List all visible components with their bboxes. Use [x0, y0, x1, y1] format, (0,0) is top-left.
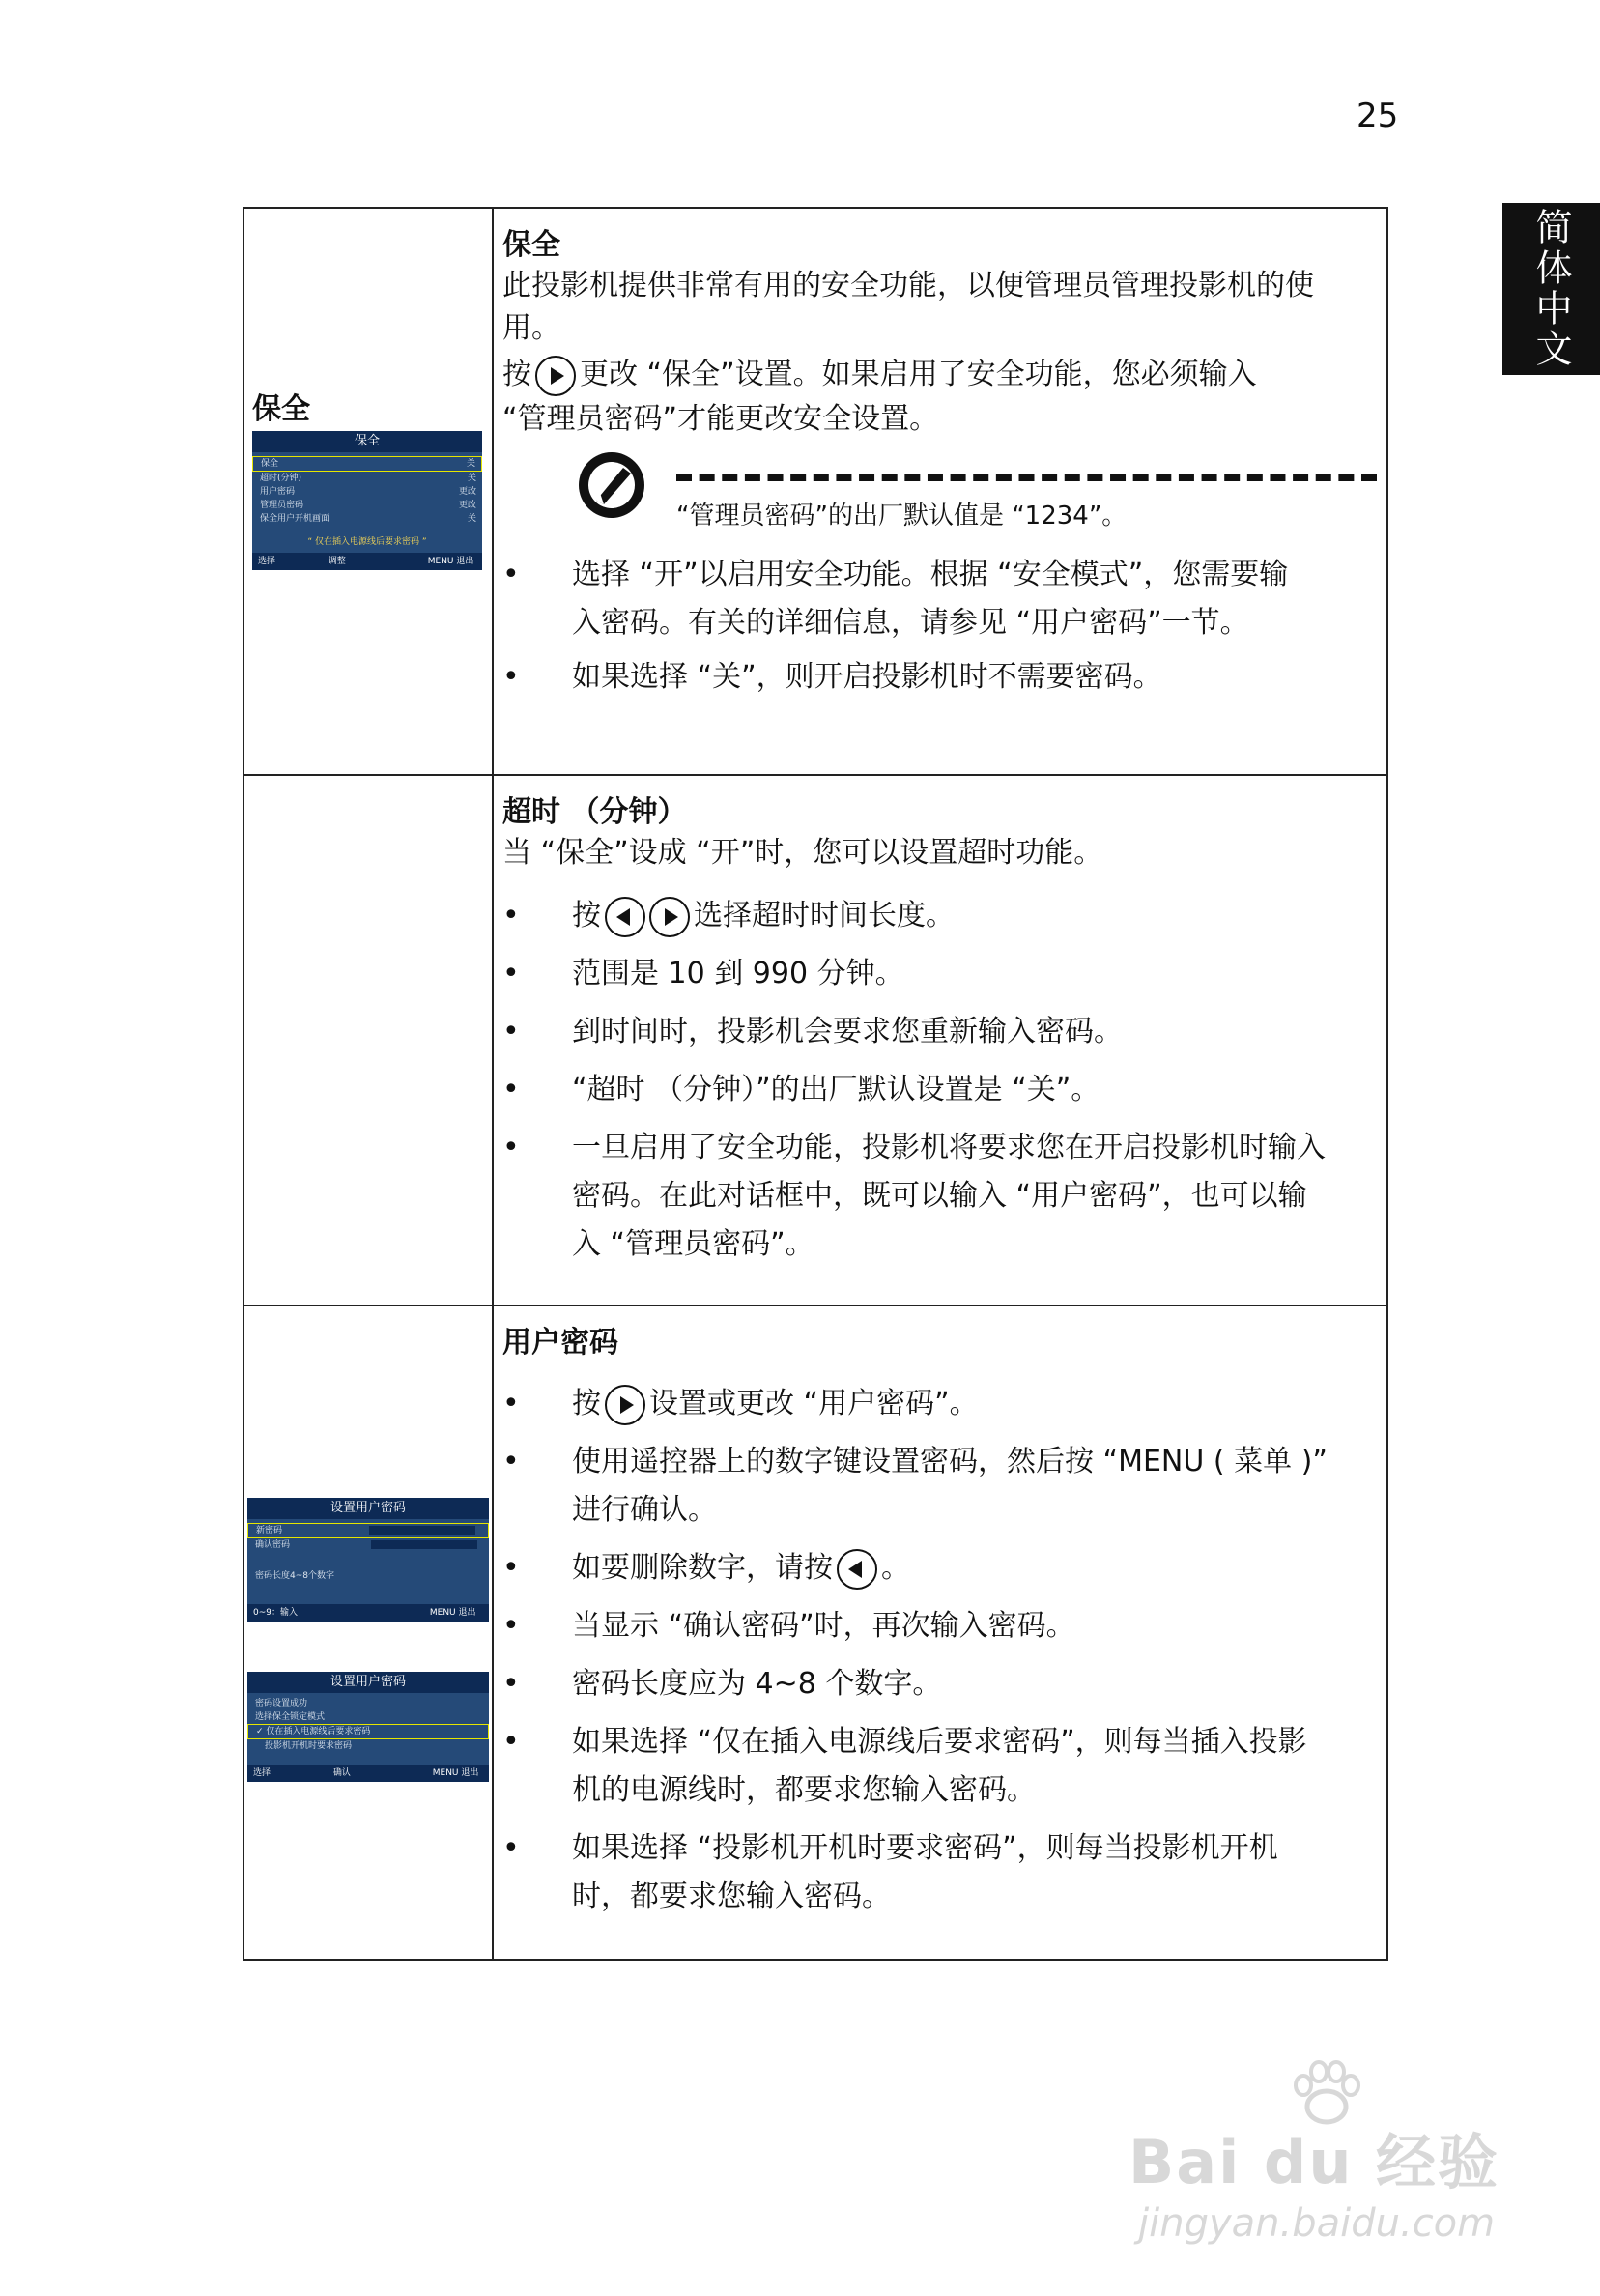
list-item: • 如果选择 “关”，则开启投影机时不需要密码。: [502, 653, 1377, 702]
paragraph: 当 “保全”设成 “开”时，您可以设置超时功能。: [502, 836, 1103, 870]
watermark-logo: Bai du 经验: [1129, 2127, 1500, 2197]
paragraph: “管理员密码”才能更改安全设置。: [502, 402, 939, 436]
list-item: • 按 设置或更改 “用户密码”。: [502, 1380, 1377, 1428]
list-item: • 如果选择 “仅在插入电源线后要求密码”，则每当插入投影 机的电源线时，都要求您输入密码。: [502, 1718, 1377, 1815]
list-item: • 范围是 10 到 990 分钟。: [502, 950, 1377, 998]
right-arrow-icon: [649, 897, 690, 937]
note-divider: [676, 474, 1377, 481]
user-password-left-cell: [244, 1306, 494, 1959]
baidu-watermark: [1129, 2056, 1515, 2250]
list-item: • 当显示 “确认密码”时，再次输入密码。: [502, 1602, 1377, 1650]
screenshot-row: 用户密码 更改: [260, 487, 476, 497]
list-item: • 一旦启用了安全功能，投影机将要求您在开启投影机时输入 密码。在此对话框中，既可以输入 “用户密码”，也可以输 入 “管理员密码”。: [502, 1124, 1377, 1269]
list-item: • 密码长度应为 4~8 个数字。: [502, 1660, 1377, 1708]
screenshot-footer: 选择 调整 MENU 退出: [252, 553, 482, 570]
note-block: [502, 448, 1377, 545]
security-menu-screenshot: [252, 431, 482, 570]
language-tab-label: 简体中文: [1529, 208, 1572, 370]
security-left-cell: [244, 209, 494, 774]
screenshot-row: 投影机开机时要求密码: [265, 1741, 353, 1751]
section-title: 用户密码: [502, 1326, 618, 1360]
screenshot-row: 确认密码: [247, 1538, 489, 1552]
screenshot-row: 管理员密码 更改: [260, 501, 476, 510]
left-arrow-icon: [837, 1549, 877, 1590]
screenshot-row: 保全用户开机画面 关: [260, 514, 476, 524]
user-password-row: [243, 1305, 1388, 1961]
screenshot-row: 密码设置成功: [255, 1699, 308, 1708]
right-arrow-icon: [605, 1385, 645, 1425]
language-tab: [1502, 203, 1600, 375]
screenshot-message: “ 仅在插入电源线后要求密码 ”: [307, 537, 427, 547]
screenshot-footer: 0~9：输入 MENU 退出: [247, 1604, 489, 1622]
screenshot-hint: 密码长度4~8个数字: [255, 1571, 334, 1581]
note-text: “管理员密码”的出厂默认值是 “1234”。: [676, 502, 1128, 531]
paragraph: 按 更改 “保全”设置。如果启用了安全功能，您必须输入: [502, 354, 1377, 396]
section-title: 保全: [502, 228, 560, 262]
security-left-title: 保全: [252, 392, 310, 426]
paragraph: 此投影机提供非常有用的安全功能，以便管理员管理投影机的使: [502, 269, 1314, 302]
security-right-cell: [494, 209, 1386, 774]
set-password-screenshot: [247, 1498, 489, 1622]
screenshot-row: ✓ 仅在插入电源线后要求密码: [247, 1724, 489, 1739]
timeout-left-cell: [244, 776, 494, 1305]
user-password-right-cell: [494, 1306, 1386, 1959]
list-item: • “超时 （分钟）”的出厂默认设置是 “关”。: [502, 1066, 1377, 1114]
screenshot-row: 选择保全锁定模式: [255, 1712, 326, 1722]
timeout-right-cell: [494, 776, 1386, 1305]
list-item: • 到时间时，投影机会要求您重新输入密码。: [502, 1008, 1377, 1056]
paragraph: 用。: [502, 311, 560, 345]
timeout-row: [243, 774, 1388, 1306]
list-item: • 如果选择 “投影机开机时要求密码”，则每当投影机开机 时，都要求您输入密码。: [502, 1824, 1377, 1921]
screenshot-title: 保全: [252, 431, 482, 452]
list-item: • 按 选择超时时间长度。: [502, 892, 1377, 940]
note-icon: [575, 448, 648, 522]
screenshot-title: 设置用户密码: [247, 1498, 489, 1519]
screenshot-row: 超时(分钟) 关: [260, 474, 476, 483]
page-number: 25: [1357, 97, 1399, 135]
list-item: • 使用遥控器上的数字键设置密码，然后按 “MENU ( 菜单 )” 进行确认。: [502, 1438, 1377, 1535]
security-row: [243, 207, 1388, 776]
watermark-url: jingyan.baidu.com: [1138, 2201, 1496, 2246]
screenshot-row: 保全 关: [252, 456, 482, 472]
password-mode-screenshot: [247, 1672, 489, 1782]
list-item: • 如要删除数字，请按 。: [502, 1544, 1377, 1593]
right-arrow-icon: [535, 356, 576, 396]
screenshot-row: 新密码: [247, 1523, 489, 1538]
list-item: • 选择 “开”以启用安全功能。根据 “安全模式”，您需要输 入密码。有关的详细信息，请参见 “用户密码”一节。: [502, 551, 1377, 647]
screenshot-footer: 选择 确认 MENU 退出: [247, 1765, 489, 1782]
section-title: 超时 （分钟）: [502, 795, 687, 829]
left-arrow-icon: [605, 897, 645, 937]
screenshot-title: 设置用户密码: [247, 1672, 489, 1693]
